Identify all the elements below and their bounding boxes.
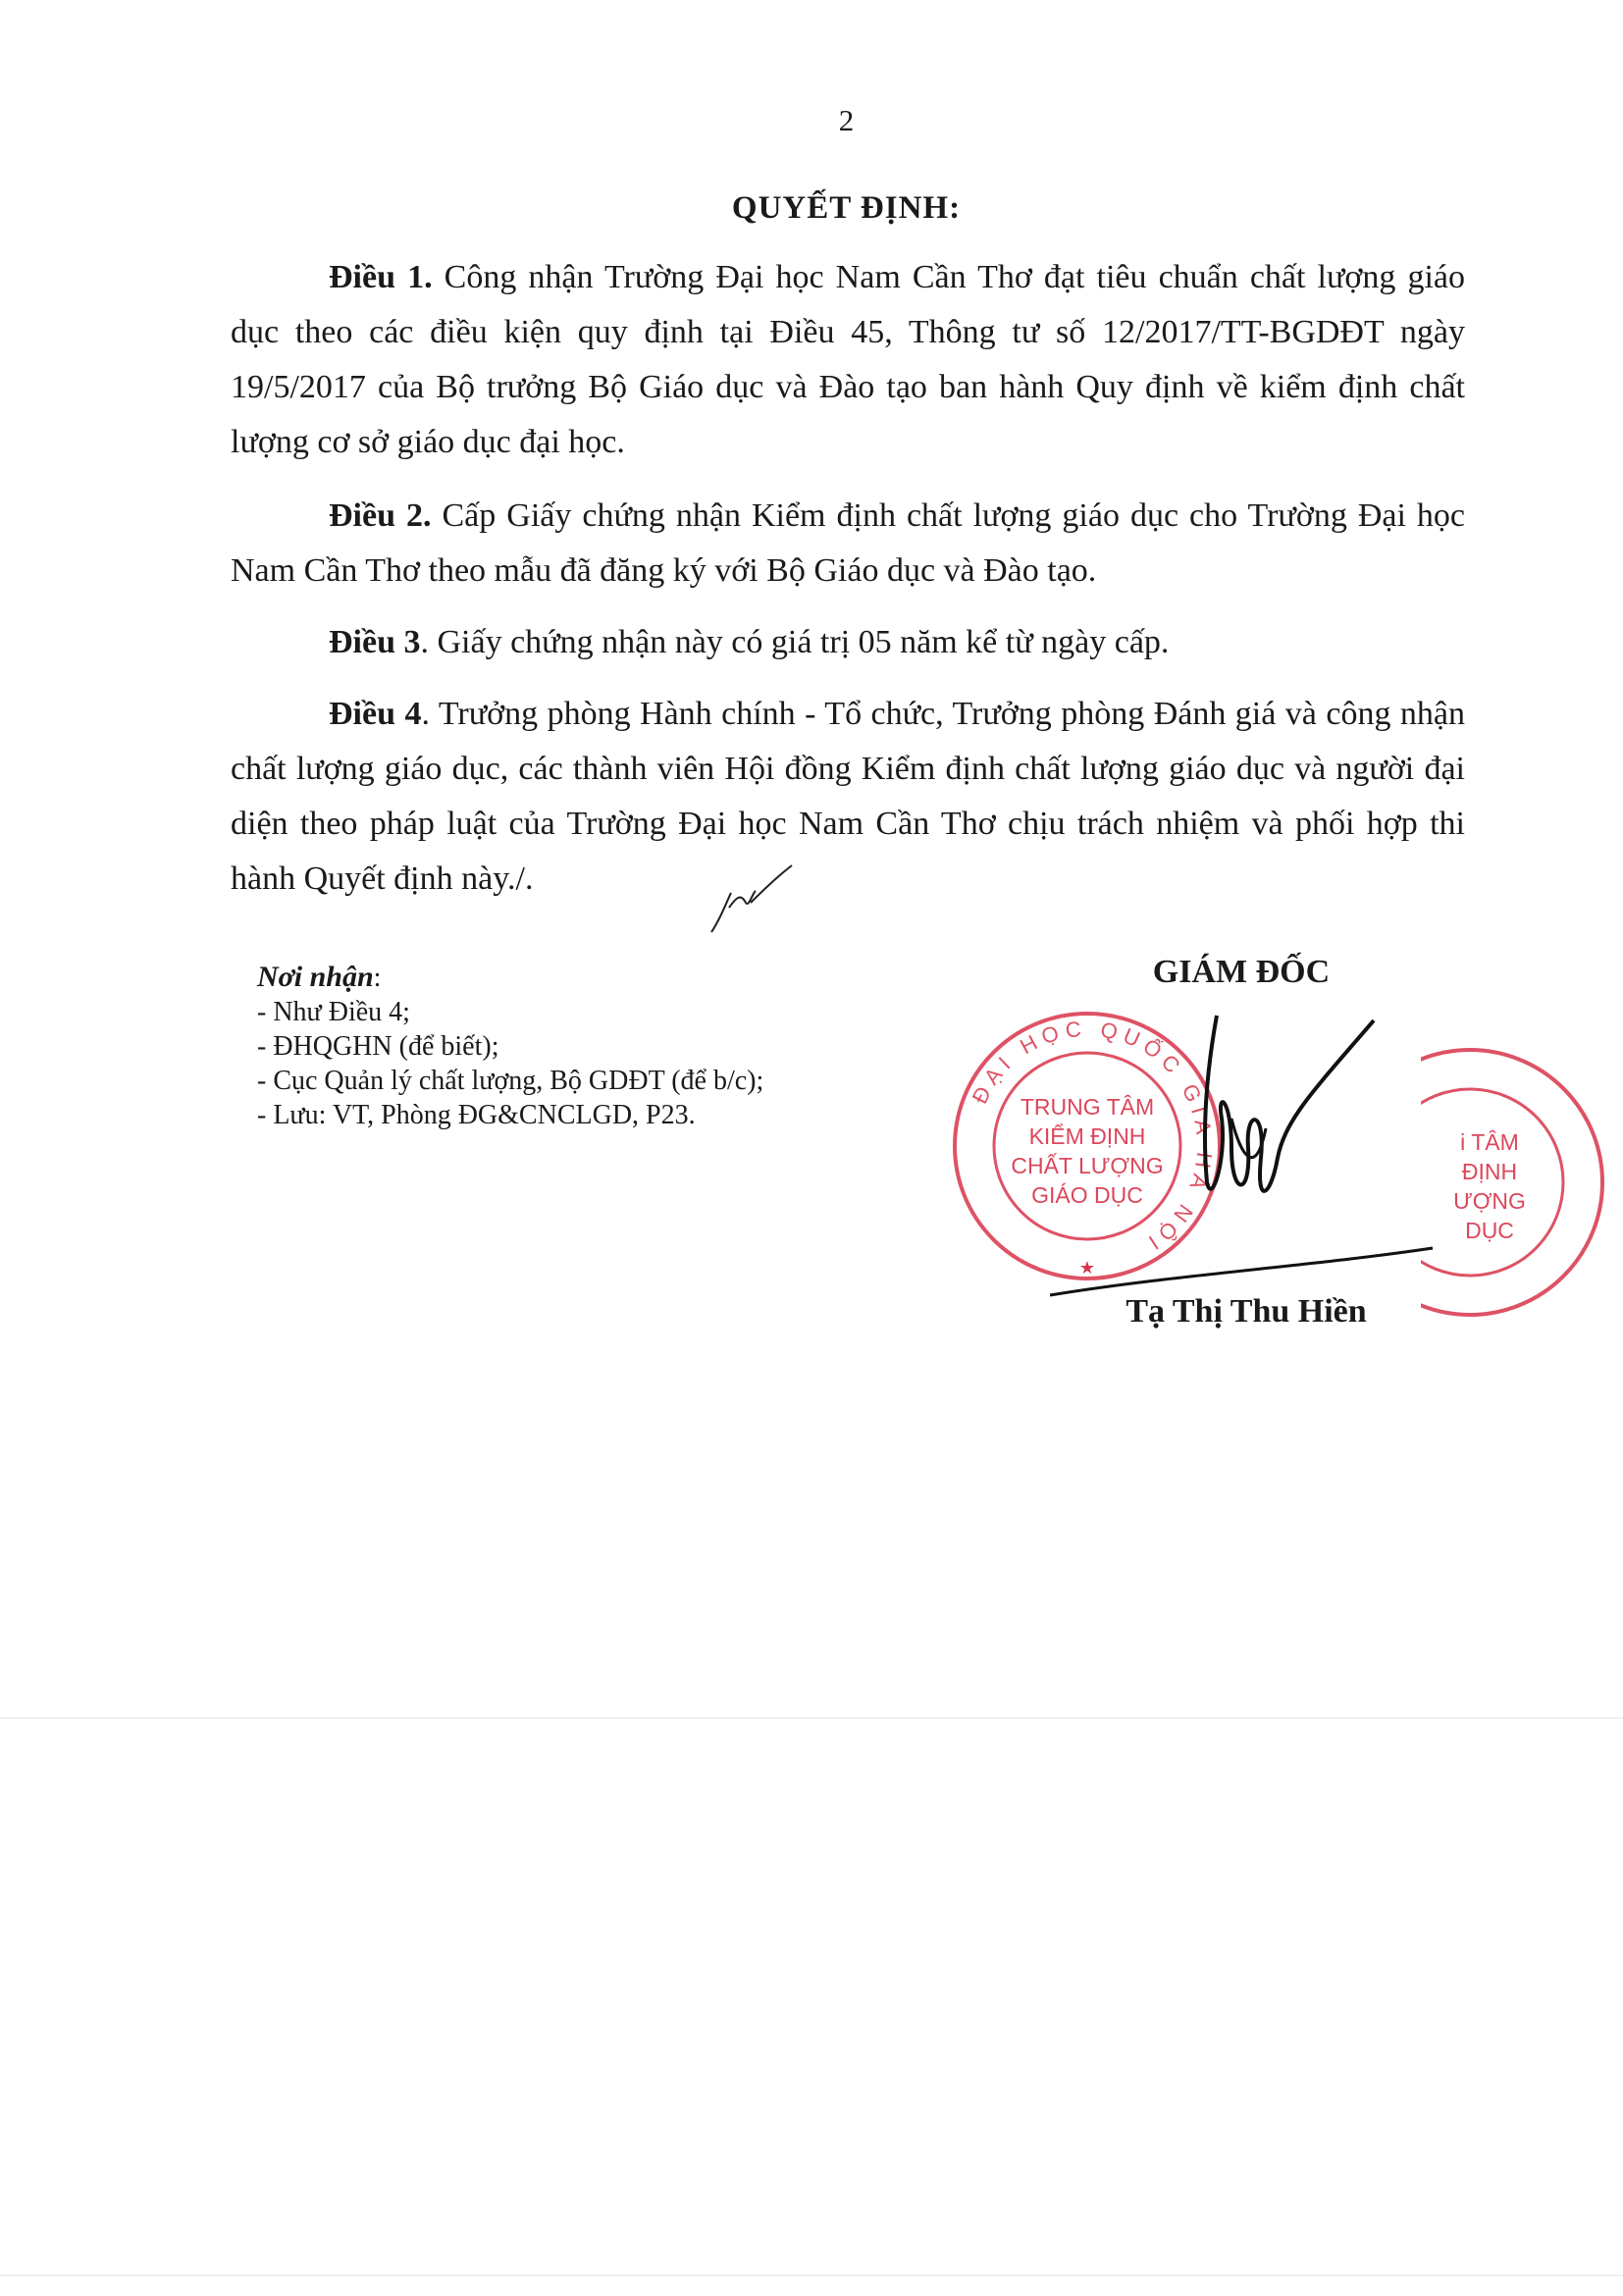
recipient-item: - Lưu: VT, Phòng ĐG&CNCLGD, P23.: [257, 1100, 696, 1130]
signer-name: Tạ Thị Thu Hiền: [1126, 1293, 1367, 1330]
article-2: [231, 489, 1465, 599]
article-3: [231, 615, 1465, 670]
stamp-line: TRUNG TÂM: [1020, 1094, 1155, 1120]
article-2-label: Điều 2.: [329, 497, 432, 534]
page-number: 2: [838, 103, 855, 137]
article-4-label: Điều 4: [329, 696, 422, 732]
scan-line: [0, 2274, 1623, 2276]
recipients-title: Nơi nhận: [257, 961, 374, 993]
stamp-partial-line: ƯỢNG: [1453, 1188, 1526, 1214]
scan-line: [0, 1717, 1623, 1719]
initial-mark: [702, 863, 800, 942]
recipients-block: [257, 960, 763, 1132]
stamp-line: KIỂM ĐỊNH: [1028, 1123, 1146, 1149]
stamp-line: GIÁO DỤC: [1031, 1182, 1143, 1208]
recipient-item: - Như Điều 4;: [257, 997, 410, 1027]
signer-title: GIÁM ĐỐC: [1152, 954, 1331, 990]
article-4-text: . Trưởng phòng Hành chính - Tổ chức, Trưởng phòng Đánh giá và công nhận chất lượng giáo dục, các thành viên Hội đồng Kiểm định chất lượng giáo dục và người đại diện theo pháp luật của Trường Đại học Nam Cần Thơ chịu trách nhiệm và phối hợp thi hành Quyết định này./.: [231, 696, 1465, 897]
article-4: [231, 687, 1465, 907]
article-2-text: Cấp Giấy chứng nhận Kiểm định chất lượng giáo dục cho Trường Đại học Nam Cần Thơ theo mẫu đã đăng ký với Bộ Giáo dục và Đào tạo.: [231, 497, 1465, 589]
recipient-item: - ĐHQGHN (để biết);: [257, 1031, 499, 1062]
article-3-text: . Giấy chứng nhận này có giá trị 05 năm kể từ ngày cấp.: [420, 624, 1170, 660]
stamp-line: CHẤT LƯỢNG: [1011, 1153, 1164, 1178]
stamp-outer-text: ĐẠI HỌC QUỐC GIA HÀ NỘI: [967, 1016, 1218, 1259]
recipients-colon: :: [373, 963, 382, 993]
stamp-partial-line: DỤC: [1465, 1218, 1514, 1243]
stamp-partial-line: i TÂM: [1460, 1129, 1519, 1155]
decision-heading: QUYẾT ĐỊNH:: [731, 190, 962, 226]
handwritten-signature: [1021, 1011, 1452, 1305]
article-1-text: Công nhận Trường Đại học Nam Cần Thơ đạt tiêu chuẩn chất lượng giáo dục theo các điều kiện quy định tại Điều 45, Thông tư số 12/2017/TT-BGDĐT ngày 19/5/2017 của Bộ trưởng Bộ Giáo dục và Đào tạo ban hành Quy định về kiểm định chất lượng cơ sở giáo dục đại học.: [231, 259, 1465, 460]
recipients-list: [257, 995, 763, 1132]
stamp-star-icon: ★: [1078, 1258, 1096, 1278]
stamp-partial-line: ĐỊNH: [1461, 1159, 1518, 1184]
article-1: [231, 250, 1465, 470]
article-3-label: Điều 3: [329, 624, 421, 660]
article-1-label: Điều 1.: [329, 259, 433, 295]
recipient-item: - Cục Quản lý chất lượng, Bộ GDĐT (để b/c);: [257, 1066, 764, 1096]
